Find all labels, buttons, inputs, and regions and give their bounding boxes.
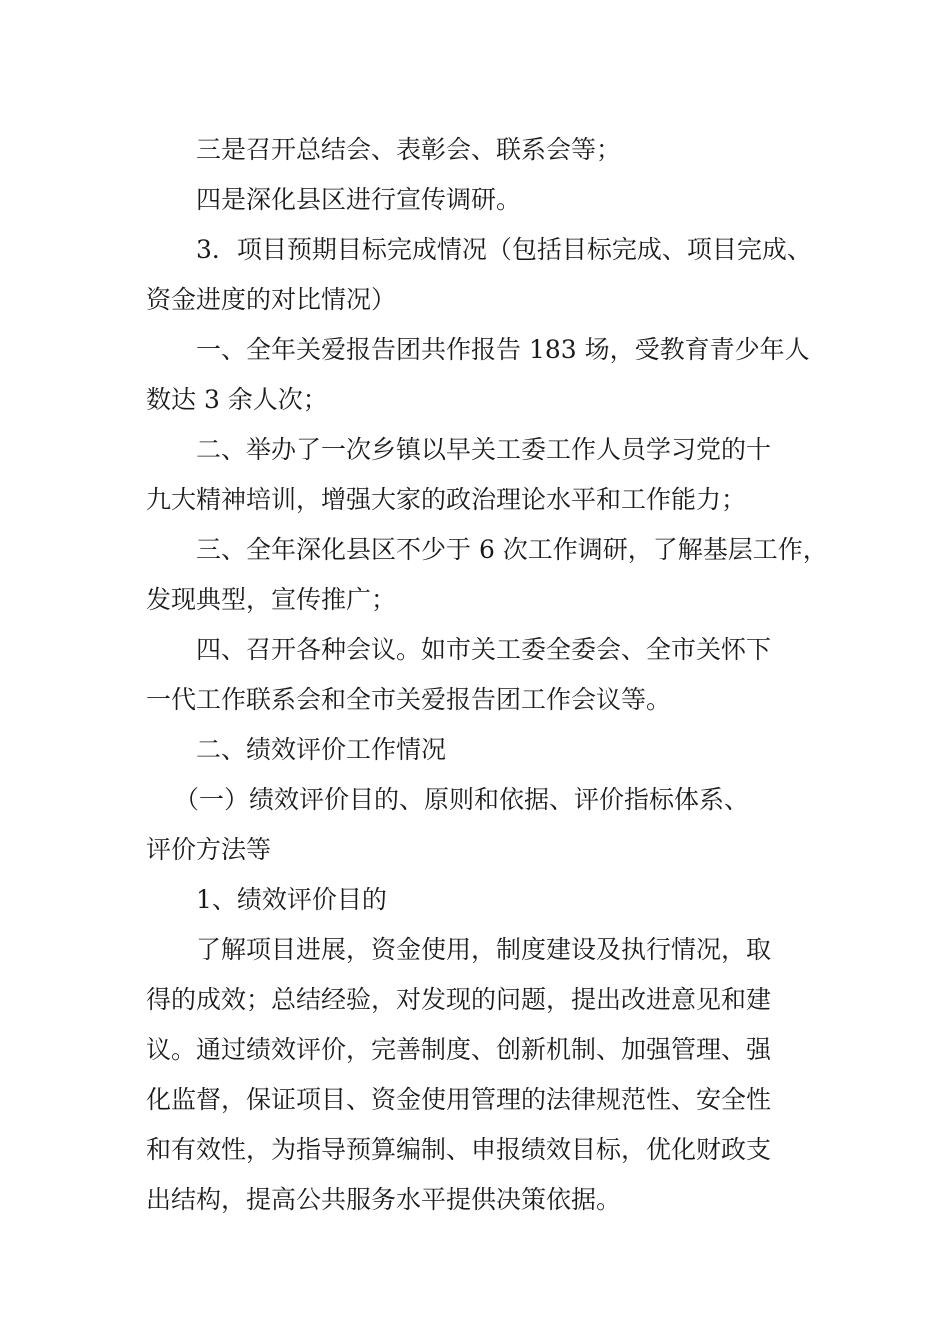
text-line: 资金进度的对比情况） (146, 285, 397, 314)
text-line: 和有效性，为指导预算编制、申报绩效目标，优化财政支 (146, 1135, 772, 1164)
text-line: 得的成效；总结经验，对发现的问题，提出改进意见和建 (146, 985, 772, 1014)
text-line: 二、举办了一次乡镇以早关工委工作人员学习党的十 (196, 435, 772, 464)
text-line: 三是召开总结会、表彰会、联系会等； (196, 135, 622, 164)
text-line: 九大精神培训，增强大家的政治理论水平和工作能力； (146, 485, 747, 514)
subsection-heading: 1、绩效评价目的 (196, 885, 387, 914)
text-line: 出结构，提高公共服务水平提供决策依据。 (146, 1185, 622, 1214)
text-line: 了解项目进展，资金使用，制度建设及执行情况，取 (196, 935, 772, 964)
text-line: 3．项目预期目标完成情况（包括目标完成、项目完成、 (196, 235, 812, 264)
text-line: 四、召开各种会议。如市关工委全委会、全市关怀下 (196, 635, 772, 664)
subsection-heading: （一）绩效评价目的、原则和依据、评价指标体系、 (174, 785, 750, 814)
text-line: 议。通过绩效评价，完善制度、创新机制、加强管理、强 (146, 1035, 772, 1064)
text-line: 一代工作联系会和全市关爱报告团工作会议等。 (146, 685, 672, 714)
text-line: 一、全年关爱报告团共作报告 183 场，受教育青少年人 (196, 335, 810, 364)
text-line: 数达 3 余人次； (146, 385, 328, 414)
text-line: 三、全年深化县区不少于 6 次工作调研，了解基层工作， (196, 535, 828, 564)
document-body (146, 125, 826, 1225)
text-line: 四是深化县区进行宣传调研。 (196, 185, 522, 214)
text-line: 发现典型，宣传推广； (146, 585, 397, 614)
text-line: 评价方法等 (146, 835, 272, 864)
text-line: 化监督，保证项目、资金使用管理的法律规范性、安全性 (146, 1085, 772, 1114)
section-heading: 二、绩效评价工作情况 (196, 735, 447, 764)
